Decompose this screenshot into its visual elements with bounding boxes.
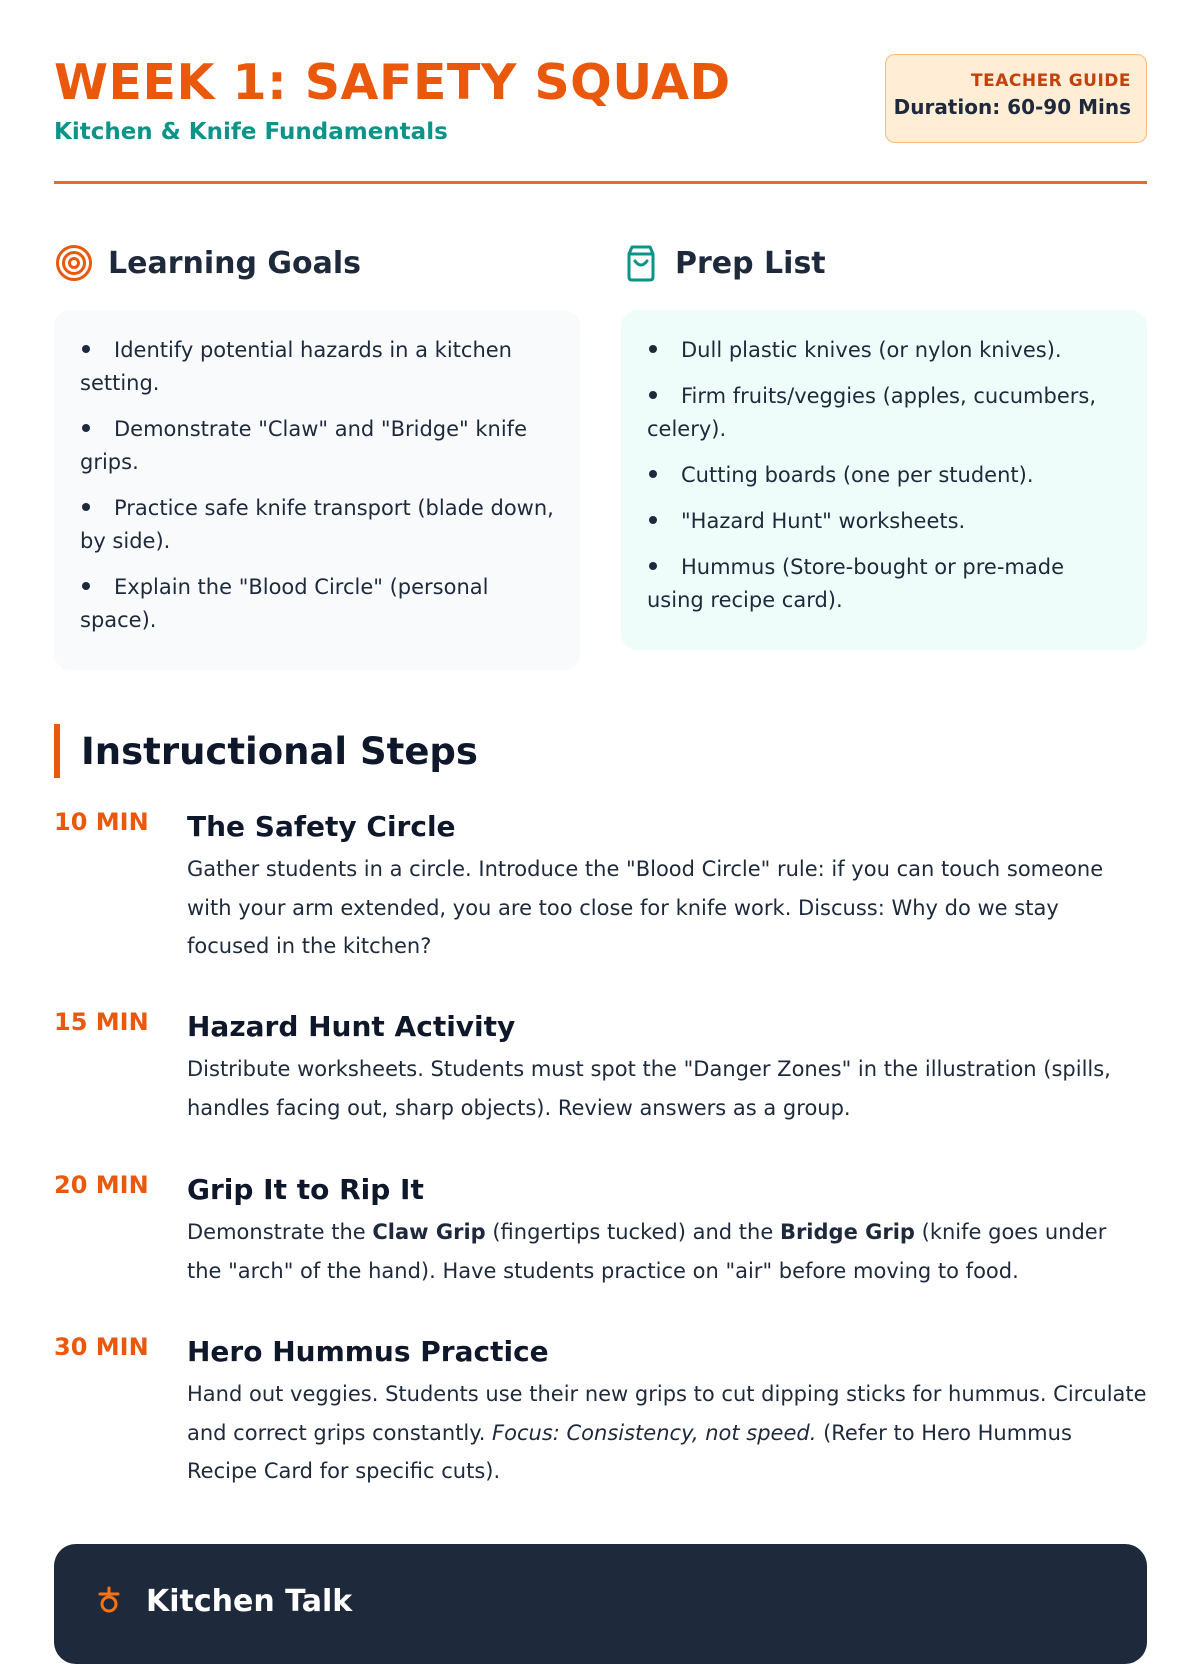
lightbulb-icon [94, 1586, 124, 1616]
prep-list-heading: Prep List [675, 245, 826, 281]
page-header [54, 0, 1147, 184]
prep-list-card [621, 310, 1147, 650]
teacher-guide-label: TEACHER GUIDE [971, 71, 1131, 91]
bridge-grip-term: Bridge Grip [779, 1220, 915, 1244]
page-title: WEEK 1: SAFETY SQUAD [54, 54, 731, 111]
step-title: The Safety Circle [187, 810, 456, 843]
list-item: Cutting boards (one per student). [647, 459, 1121, 492]
kitchen-talk-title: Kitchen Talk [146, 1584, 353, 1619]
section-title: Instructional Steps [81, 729, 478, 773]
step-time: 15 MIN [54, 1008, 149, 1036]
learning-goals-heading: Learning Goals [108, 245, 362, 281]
step-description: Gather students in a circle. Introduce the "Blood Circle" rule: if you can touch someone with your arm extended, you are too close for knife work. Discuss: Why do we stay focused in the kitchen? [187, 857, 1104, 958]
list-item: Dull plastic knives (or nylon knives). [647, 334, 1121, 367]
page-subtitle: Kitchen & Knife Fundamentals [54, 119, 448, 145]
learning-goals-section [54, 238, 580, 670]
overview-columns [54, 238, 1147, 678]
list-item: Explain the "Blood Circle" (personal space). [80, 575, 489, 632]
instructional-steps-heading [54, 724, 478, 778]
list-item: Firm fruits/veggies (apples, cucumbers, celery). [647, 384, 1097, 441]
claw-grip-term: Claw Grip [372, 1220, 486, 1244]
list-item: Hummus (Store-bought or pre-made using recipe card). [647, 555, 1064, 612]
focus-note: Focus: Consistency, not speed. [492, 1420, 817, 1445]
lesson-page [54, 0, 1147, 1619]
kitchen-talk-panel [54, 1544, 1147, 1664]
prep-list-section [621, 238, 1147, 650]
step-description: Hand out veggies. Students use their new grips to cut dipping sticks for hummus. Circulate and correct grips constantly. Focus: Consistency, not speed. (Refer to Hero Hummus Recipe Card for specific cuts). [187, 1382, 1147, 1483]
duration-label: Duration: 60-90 Mins [893, 95, 1131, 119]
teacher-guide-badge [885, 54, 1147, 143]
step-description: Demonstrate the Claw Grip (fingertips tucked) and the Bridge Grip (knife goes under the "arch" of the hand). Have students practice on "air" before moving to food. [187, 1220, 1107, 1283]
list-item: "Hazard Hunt" worksheets. [647, 505, 1121, 538]
list-item: Demonstrate "Claw" and "Bridge" knife grips. [80, 417, 527, 474]
step-title: Grip It to Rip It [187, 1173, 424, 1206]
step-title: Hazard Hunt Activity [187, 1010, 516, 1043]
step-time: 20 MIN [54, 1171, 149, 1199]
step-description: Distribute worksheets. Students must spot the "Danger Zones" in the illustration (spills, handles facing out, sharp objects). Review answers as a group. [187, 1057, 1111, 1120]
list-item: Identify potential hazards in a kitchen setting. [80, 338, 512, 395]
list-item: Practice safe knife transport (blade down, by side). [80, 496, 554, 553]
step-time: 30 MIN [54, 1333, 149, 1361]
step-title: Hero Hummus Practice [187, 1335, 549, 1368]
step-time: 10 MIN [54, 808, 149, 836]
target-icon [54, 243, 94, 283]
shopping-bag-icon [621, 243, 661, 283]
learning-goals-card [54, 310, 580, 670]
